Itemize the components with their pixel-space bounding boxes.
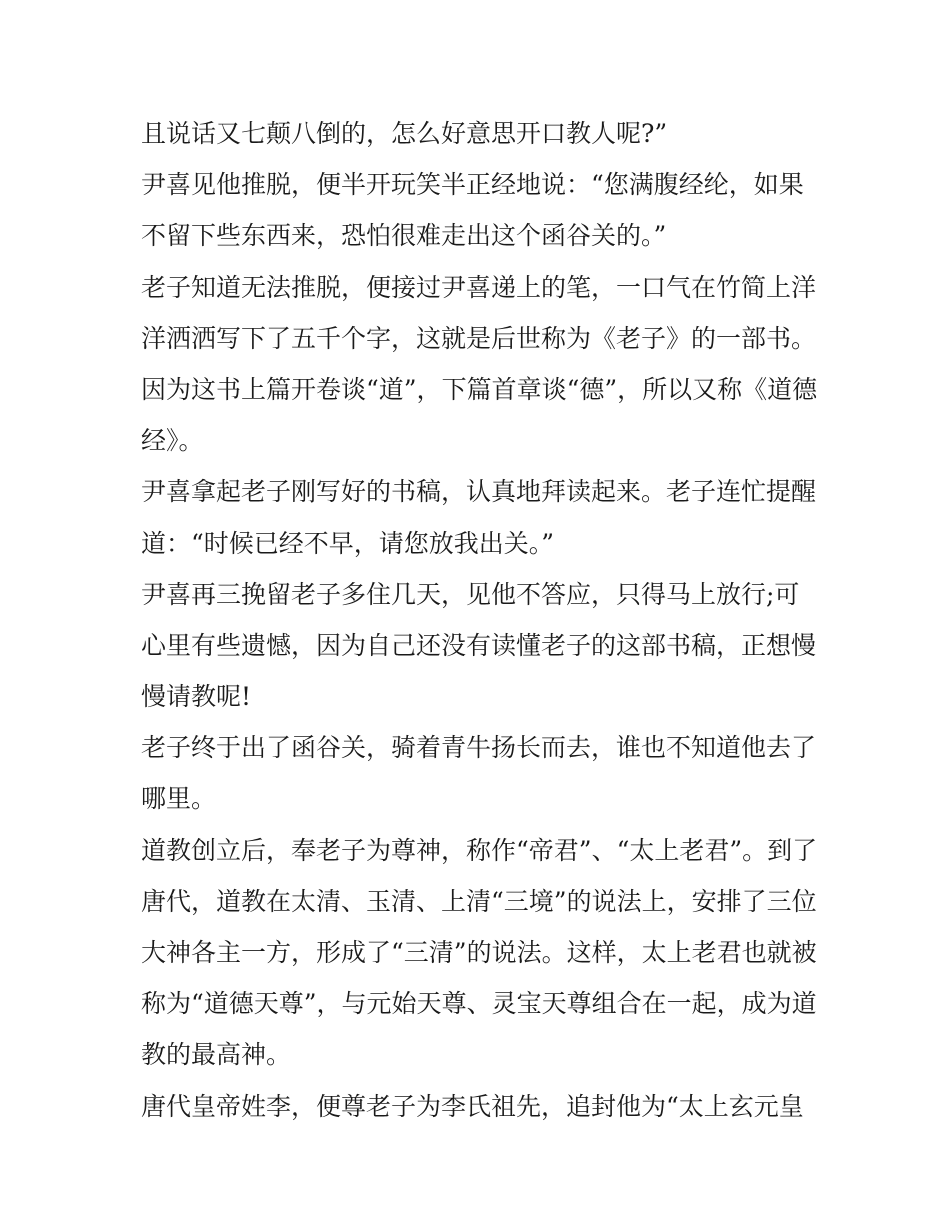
text-line: 尹喜见他推脱，便半开玩笑半正经地说：“您满腹经纶，如果 (141, 170, 804, 200)
text-line: 道教创立后，奉老子为尊神，称作“帝君”、“太上老君”。到了 (141, 835, 818, 865)
text-line: 尹喜拿起老子刚写好的书稿，认真地拜读起来。老子连忙提醒 (141, 477, 817, 507)
text-line: 哪里。 (141, 784, 217, 814)
text-line: 老子知道无法推脱，便接过尹喜递上的笔，一口气在竹简上洋 (141, 272, 817, 302)
text-line: 慢请教呢! (141, 682, 252, 712)
text-line: 因为这书上篇开卷谈“道”，下篇首章谈“德”，所以又称《道德 (141, 374, 818, 404)
text-line: 大神各主一方，形成了“三清”的说法。这样，太上老君也就被 (141, 938, 817, 967)
text-line: 洋洒洒写下了五千个字，这就是后世称为《老子》的一部书。 (141, 323, 817, 353)
text-line: 道：“时候已经不早，请您放我出关。” (141, 528, 555, 558)
text-line: 不留下些东西来，恐怕很难走出这个函谷关的。” (141, 221, 667, 251)
text-line: 称为“道德天尊”，与元始天尊、灵宝天尊组合在一起，成为道 (141, 989, 817, 1019)
body-text (141, 108, 821, 1132)
text-line: 教的最高神。 (141, 1040, 292, 1070)
text-line: 尹喜再三挽留老子多住几天，见他不答应，只得马上放行;可 (141, 579, 800, 609)
text-line: 老子终于出了函谷关，骑着青牛扬长而去，谁也不知道他去了 (141, 733, 817, 763)
text-line: 经》。 (141, 426, 204, 456)
text-line: 心里有些遗憾，因为自己还没有读懂老子的这部书稿，正想慢 (141, 630, 817, 660)
text-line: 唐代皇帝姓李，便尊老子为李氏祖先，追封他为“太上玄元皇 (141, 1091, 804, 1121)
text-line: 且说话又七颠八倒的，怎么好意思开口教人呢?” (141, 119, 668, 148)
text-line: 唐代，道教在太清、玉清、上清“三境”的说法上，安排了三位 (141, 886, 817, 916)
